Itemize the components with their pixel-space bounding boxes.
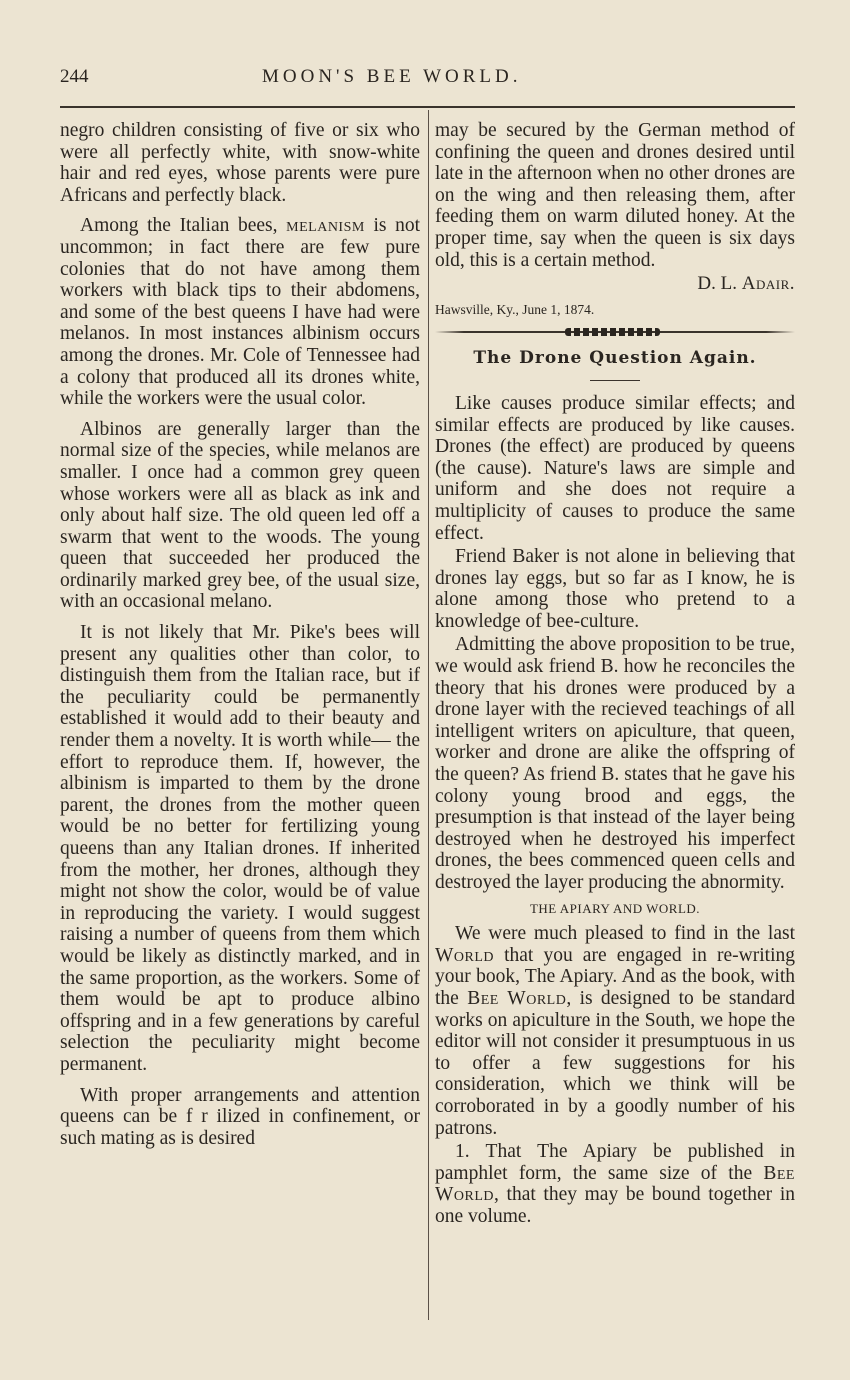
running-header [60, 66, 610, 92]
header-rule [60, 106, 795, 108]
paragraph: may be secured by the German method of confining the queen and drones desired until late in the afternoon when no other drones are on the wing and then releasing them, after feeding them on warm diluted honey. At the proper time, say when the queen is six days old, this is a certain method. [435, 120, 795, 271]
paragraph [60, 215, 420, 409]
paragraph [435, 1141, 795, 1227]
section-subhead: THE APIARY AND WORLD. [529, 900, 701, 916]
paragraph: Albinos are generally larger than the normal size of the species, while melanos are smaller. I once had a common grey queen whose workers were all as black as ink and only about half size. The old queen led off a swarm that went to the woods. The young queen that succeeded her produced the ordinarily marked grey bee, of the usual size, with an occasional melano. [60, 418, 420, 613]
right-column [435, 120, 795, 1228]
term-melanism: melanism [286, 215, 365, 237]
left-column [60, 120, 420, 1149]
text-run: , that they may be bound together in one volume. [435, 1184, 795, 1227]
page-number: 244 [60, 66, 89, 87]
text-run: that you are engaged in re-writing your book, The Apiary. And as the book, with the [435, 944, 795, 1009]
text-run: Among the Italian bees, [80, 215, 287, 237]
running-title: MOON'S BEE WORLD. [262, 66, 522, 87]
paragraph: It is not likely that Mr. Pike's bees will present any qualities other than color, to distinguish them from the Italian race, but if the peculiarity could be permanently established it would add to their beauty and render them a novelty. It is worth while— the effort to reproduce them. If, however, the albinism is imparted to them by the drone parent, the drones from the mother queen would be no better for fertilizing young queens than any Italian drones. If inherited from the mother, her drones, although they might not show the color, would be of value in reproducing the variety. I would suggest raising a number of queens from them which would be likely as distinctly marked, and in the same proportion, as the workers. Some of them would be apt to produce albino offspring and in a few generations by careful selection the peculiarity might become permanent. [60, 622, 420, 1075]
article-title: The Drone Question Again. [473, 348, 757, 369]
text-run: Bee World [467, 987, 567, 1009]
paragraph [435, 923, 795, 1139]
text-run: 1. That The Apiary be published in pamphlet form, the same size of the [435, 1141, 795, 1184]
text-run: We were much pleased to find in the last [455, 923, 795, 945]
text-run: is not uncommon; in fact there are few pure colonies that do not have among them workers with black tips to their abdomens, and some of the best queens I have had were melanos. In most instances albinism occurs among the drones. Mr. Cole of Tennessee had a colony that produced all its drones white, while the workers were the usual color. [60, 215, 420, 410]
signature-initials: D. L. [697, 273, 742, 295]
ornamental-rule [435, 328, 795, 336]
paragraph: Friend Baker is not alone in believing that drones lay eggs, but so far as I know, he is alone among those who pretend to a knowledge of bee-culture. [435, 546, 795, 632]
paragraph: With proper arrangements and attention queens can be f r ilized in confinement, or such mating as is desired [60, 1084, 420, 1149]
author-signature [435, 273, 795, 295]
dateline: Hawsville, Ky., June 1, 1874. [435, 301, 595, 317]
paragraph: Admitting the above proposition to be true, we would ask friend B. how he reconciles the theory that his drones were produced by a drone layer with the recieved teachings of all intelligent writers on apiculture, that queen, worker and drone are alike the offspring of the queen? As friend B. states that he gave his colony young brood and eggs, the presumption is that instead of the layer being destroyed when he destroyed his imperfect drones, the bees commenced queen cells and destroyed the layer producing the abnormity. [435, 634, 795, 893]
paragraph: negro children consisting of five or six who were all perfectly white, with snow-white hair and red eyes, whose parents were pure Africans and perfectly black. [60, 120, 420, 206]
column-divider [428, 110, 429, 1320]
paragraph: Like causes produce similar effects; and similar effects are produced by like causes. Drones (the effect) are produced by queens (the cause). Nature's laws are simple and uniform and she does not require a multiplicity of causes to produce the same effect. [435, 392, 795, 544]
text-run: World [435, 944, 495, 966]
title-rule [590, 380, 640, 381]
text-run: Bee World [435, 1162, 795, 1206]
text-run: , is designed to be standard works on apiculture in the South, we hope the editor will not consider it presumptuous in us to offer a few suggestions for his consideration, which we think will be corroborated in by a goodly number of his patrons. [435, 987, 795, 1139]
signature-name: Adair. [741, 273, 795, 295]
